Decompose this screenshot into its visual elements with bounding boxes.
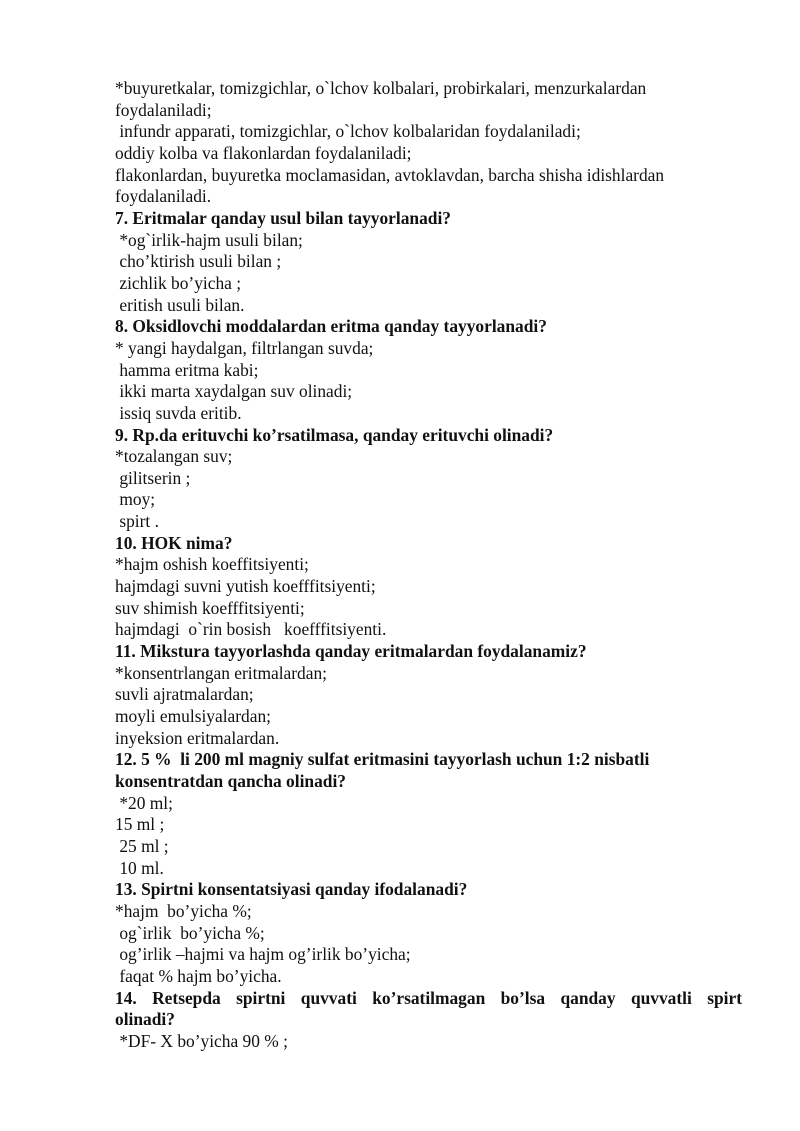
answer-line: * yangi haydalgan, filtrlangan suvda; [115,337,374,358]
answer-line: *konsentrlangan eritmalardan; [115,662,327,683]
answer-line: suv shimish koefffitsiyenti; [115,597,305,618]
answer-line: oddiy kolba va flakonlardan foydalaniladi; [115,142,412,163]
question-line: 12. 5 % li 200 ml magniy sulfat eritmasini tayyorlash uchun 1:2 nisbatli [115,749,650,770]
answer-line: *hajm oshish koeffitsiyenti; [115,554,309,575]
question-line: 13. Spirtni konsentatsiyasi qanday ifodalanadi? [115,879,468,900]
answer-line: faqat % hajm bo’yicha. [115,965,282,986]
answer-line: *DF- X bo’yicha 90 % ; [115,1030,288,1051]
answer-line: zichlik bo’yicha ; [115,272,242,293]
answer-line: moy; [115,489,156,510]
question-line: 9. Rp.da erituvchi ko’rsatilmasa, qanday erituvchi olinadi? [115,424,554,445]
answer-line: *tozalangan suv; [115,446,233,467]
answer-line: og’irlik –hajmi va hajm og’irlik bo’yicha; [115,944,411,965]
answer-line: hamma eritma kabi; [115,359,259,380]
answer-line: moyli emulsiyalardan; [115,706,271,727]
answer-line: *hajm bo’yicha %; [115,900,252,921]
answer-line: spirt . [115,511,159,532]
answer-line: flakonlardan, buyuretka moclamasidan, avtoklavdan, barcha shisha idishlardan [115,164,665,185]
question-line: 7. Eritmalar qanday usul bilan tayyorlanadi? [115,207,451,228]
question-line: konsentratdan qancha olinadi? [115,771,346,791]
answer-line: og`irlik bo’yicha %; [115,922,265,943]
answer-line: inyeksion eritmalardan. [115,727,280,748]
answer-line: hajmdagi suvni yutish koefffitsiyenti; [115,576,376,597]
answer-line: foydalaniladi; [115,99,212,120]
question-line: 8. Oksidlovchi moddalardan eritma qanday tayyorlanadi? [115,316,547,337]
question-line: olinadi? [115,1009,175,1030]
answer-line: ikki marta xaydalgan suv olinadi; [115,381,353,402]
answer-line: *og`irlik-hajm usuli bilan; [115,229,303,250]
answer-line: *buyuretkalar, tomizgichlar, o`lchov kolbalari, probirkalari, menzurkalardan [115,78,647,98]
answer-line: cho’ktirish usuli bilan ; [115,251,282,272]
answer-line: suvli ajratmalardan; [115,684,254,705]
answer-line: 25 ml ; [115,835,169,856]
question-line: 11. Mikstura tayyorlashda qanday eritmalardan foydalanamiz? [115,641,587,662]
answer-line: hajmdagi o`rin bosish koefffitsiyenti. [115,619,387,640]
answer-line: infundr apparati, tomizgichlar, o`lchov kolbalaridan foydalaniladi; [115,121,581,142]
answer-line: 15 ml ; [115,814,165,835]
question-line: 10. HOK nima? [115,532,233,553]
answer-line: 10 ml. [115,857,164,878]
answer-line: foydalaniladi. [115,186,212,207]
answer-line: issiq suvda eritib. [115,402,242,423]
question-line: 14. Retsepda spirtni quvvati ko’rsatilmagan bo’lsa qanday quvvatli spirt [115,987,742,1008]
answer-line: eritish usuli bilan. [115,294,245,315]
answer-line: *20 ml; [115,792,173,813]
answer-line: gilitserin ; [115,467,191,488]
